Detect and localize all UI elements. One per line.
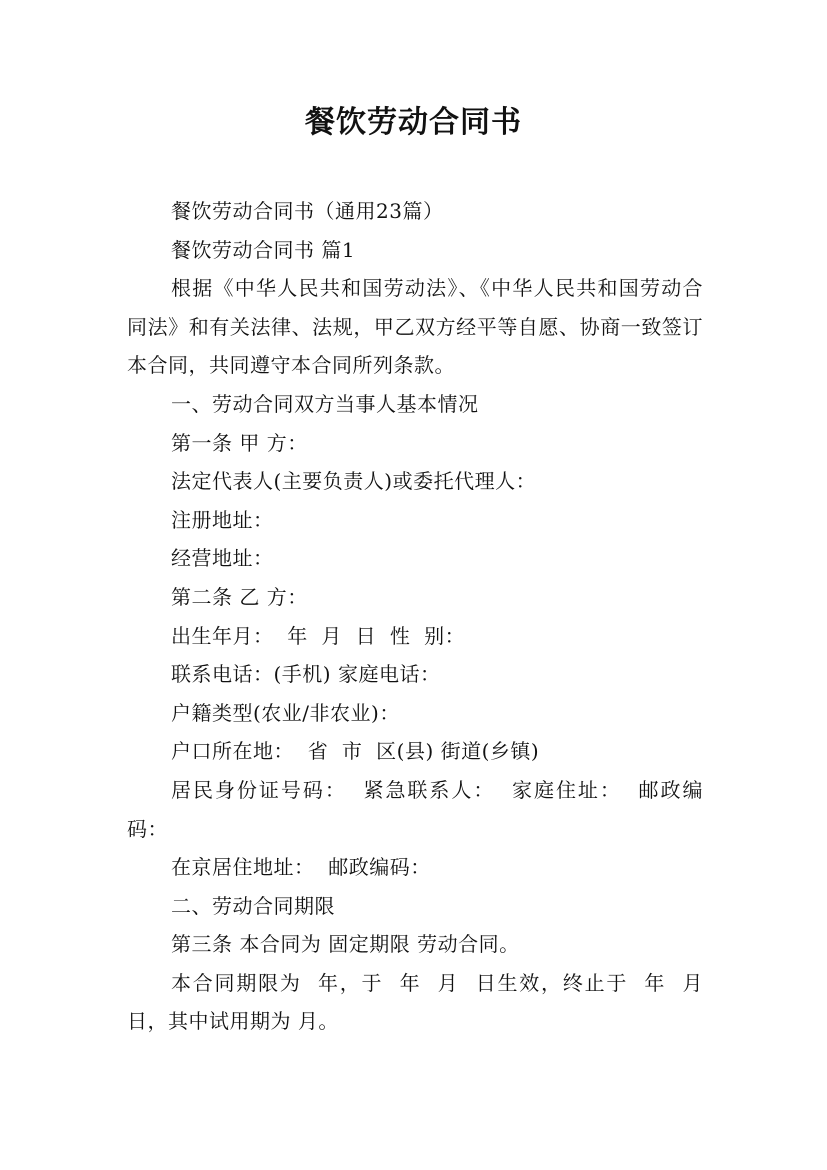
paragraph-beijing-address: 在京居住地址： 邮政编码： [171, 855, 431, 880]
paragraph-id-contact: 居民身份证号码： 紧急联系人： 家庭住址： 邮政编码： [127, 777, 703, 841]
paragraph-registered-address: 注册地址： [171, 507, 274, 532]
paragraph-contract-term: 本合同期限为 年，于 年 月 日生效，终止于 年 月 日，其中试用期为 月。 [127, 970, 717, 1034]
paragraph-business-address: 经营地址： [171, 546, 274, 571]
paragraph-article-2: 第二条 乙 方： [171, 584, 308, 609]
document-body [127, 192, 717, 1041]
paragraph-section-heading: 餐饮劳动合同书 篇1 [171, 237, 356, 262]
paragraph-legal-representative: 法定代表人(主要负责人)或委托代理人： [171, 469, 537, 494]
paragraph-phone: 联系电话：(手机) 家庭电话： [171, 662, 441, 687]
document-title: 餐饮劳动合同书 [305, 105, 522, 140]
paragraph-article-1: 第一条 甲 方： [171, 430, 308, 455]
paragraph-birth-gender: 出生年月： 年 月 日 性 别： [171, 623, 466, 648]
paragraph-preamble: 根据《中华人民共和国劳动法》、《中华人民共和国劳动合同法》和有关法律、法规，甲乙双方经平等自愿、协商一致签订本合同，共同遵守本合同所列条款。 [127, 276, 703, 378]
paragraph-heading-parties: 一、劳动合同双方当事人基本情况 [171, 391, 479, 416]
paragraph-article-3: 第三条 本合同为 固定期限 劳动合同。 [171, 932, 520, 957]
paragraph-household-location: 户口所在地： 省 市 区(县) 街道(乡镇) [171, 739, 540, 764]
paragraph-household-type: 户籍类型(农业/非农业)： [171, 700, 400, 725]
paragraph-subtitle: 餐饮劳动合同书（通用23篇） [171, 199, 444, 223]
paragraph-heading-term: 二、劳动合同期限 [171, 893, 335, 918]
